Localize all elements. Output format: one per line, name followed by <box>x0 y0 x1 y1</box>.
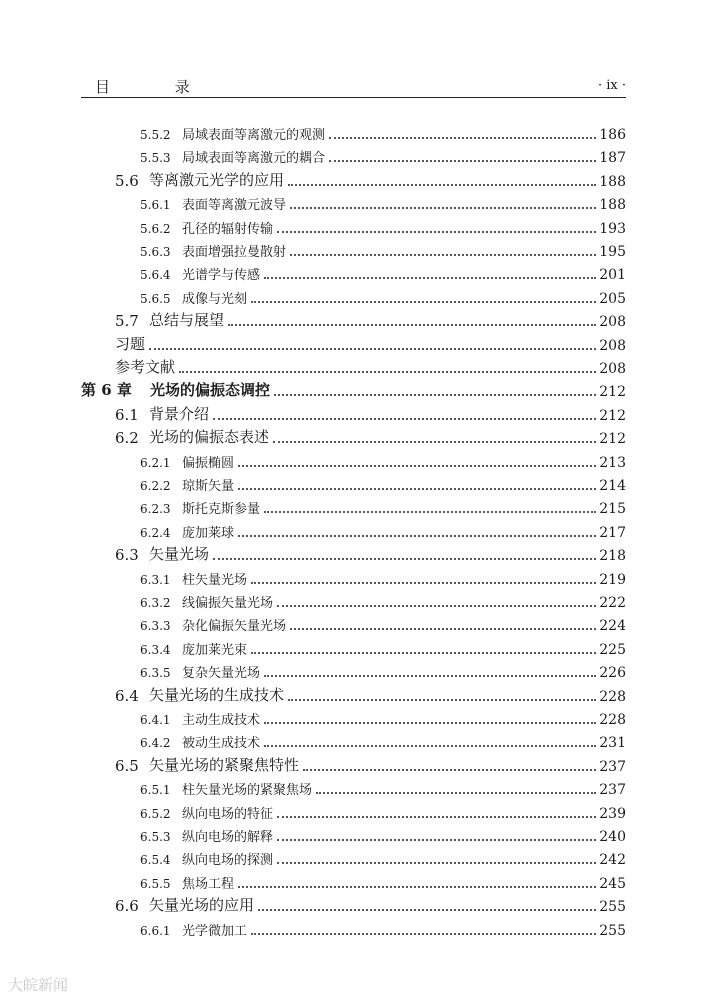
toc-leader-dots <box>277 862 596 864</box>
toc-entry-page: 255 <box>599 899 626 916</box>
toc-entry <box>0 754 707 777</box>
toc-entry-page: 239 <box>599 805 626 822</box>
toc-entry-number: 6.3 <box>115 546 139 565</box>
toc-entry-page: 225 <box>599 641 626 658</box>
toc-entry <box>0 122 707 145</box>
toc-entry-title: 局域表面等离激元的观测 <box>182 128 326 143</box>
toc-entry-title: 柱矢量光场 <box>182 572 248 588</box>
toc-leader-dots <box>238 886 596 888</box>
toc-entry-title: 焦场工程 <box>182 876 235 892</box>
toc-entry-number: 6.4.1 <box>140 713 171 727</box>
toc-leader-dots <box>273 441 596 443</box>
toc-leader-dots <box>264 745 596 747</box>
toc-leader-dots <box>274 394 596 396</box>
toc-entry-number: 6.6 <box>115 897 139 916</box>
toc-entry-title: 纵向电场的解释 <box>182 830 274 845</box>
toc-entry-title: 总结与展望 <box>149 311 225 330</box>
toc-leader-dots <box>258 909 596 911</box>
toc-entry-title: 杂化偏振矢量光场 <box>182 619 287 635</box>
toc-entry-page: 217 <box>599 524 626 541</box>
toc-entry-number: 6.5.5 <box>140 876 171 891</box>
toc-leader-dots <box>290 207 596 209</box>
toc-entry-title: 偏振椭圆 <box>182 455 235 471</box>
toc-entry <box>0 567 707 590</box>
toc-leader-dots <box>251 582 596 584</box>
toc-leader-dots <box>213 558 596 560</box>
toc-entry <box>0 145 707 168</box>
toc-entry <box>0 262 707 285</box>
toc-entry-page: 222 <box>599 595 626 611</box>
toc-entry-page: 237 <box>599 758 626 775</box>
toc-entry-page: 224 <box>599 618 626 635</box>
toc-entry-page: 212 <box>599 407 626 424</box>
header-title: 目 录 <box>95 78 220 96</box>
toc-entry-title: 表面等离激元波导 <box>182 198 287 214</box>
toc-entry-number: 6.2.4 <box>140 525 171 540</box>
toc-entry-page: 188 <box>599 197 626 214</box>
toc-entry-number: 5.6.4 <box>140 268 171 283</box>
toc-entry-title: 被动生成技术 <box>182 736 261 752</box>
toc-leader-dots <box>277 839 596 841</box>
toc-entry <box>0 333 707 356</box>
toc-entry <box>0 169 707 192</box>
toc-leader-dots <box>179 371 596 373</box>
toc-entry-page: 228 <box>599 712 626 728</box>
toc-entry-page: 201 <box>599 267 626 284</box>
toc-entry-page: 214 <box>599 478 626 494</box>
toc-entry-page: 231 <box>599 735 626 752</box>
toc-leader-dots <box>277 231 596 233</box>
toc-entry-number: 5.6.1 <box>140 198 171 213</box>
toc-entry-number: 5.6.3 <box>140 245 171 259</box>
toc-entry <box>0 918 707 941</box>
toc-entry-page: 242 <box>599 852 626 869</box>
toc-entry <box>0 801 707 824</box>
toc-leader-dots <box>251 301 596 303</box>
toc-leader-dots <box>251 652 596 654</box>
toc-leader-dots <box>251 933 596 935</box>
toc-leader-dots <box>277 816 596 818</box>
toc-entry-number: 6.1 <box>115 405 139 424</box>
toc-entry <box>0 847 707 870</box>
toc-entry <box>0 473 707 496</box>
toc-entry-page: 245 <box>599 875 626 892</box>
toc-entry-number: 5.5.3 <box>140 151 171 166</box>
toc-entry <box>0 216 707 239</box>
toc-entry <box>0 660 707 683</box>
toc-entry-page: 228 <box>599 688 626 705</box>
toc-leader-dots <box>238 465 596 467</box>
toc-entry-title: 等离激元光学的应用 <box>149 170 285 189</box>
toc-entry <box>0 543 707 566</box>
toc-entry <box>0 496 707 519</box>
toc-leader-dots <box>288 184 596 186</box>
toc-leader-dots <box>290 254 596 256</box>
toc-leader-dots <box>264 722 596 724</box>
toc-entry-title: 表面增强拉曼散射 <box>182 245 287 260</box>
page-header <box>81 76 626 98</box>
toc-entry <box>0 309 707 332</box>
toc-entry <box>0 707 707 730</box>
toc-entry-number: 6.3.4 <box>140 642 171 657</box>
toc-entry-number: 5.6.2 <box>140 221 171 236</box>
toc-leader-dots <box>213 418 596 420</box>
toc-entry-number: 6.4.2 <box>140 736 171 751</box>
header-page-number: · ix · <box>597 78 626 93</box>
toc-leader-dots <box>303 769 596 771</box>
toc-entry <box>0 777 707 800</box>
toc-leader-dots <box>329 137 596 139</box>
toc-entry-title: 琼斯矢量 <box>182 479 235 494</box>
toc-leader-dots <box>316 792 596 794</box>
toc-entry-title: 斯托克斯参量 <box>182 502 261 518</box>
toc-entry-page: 240 <box>599 829 626 845</box>
toc-entry-page: 205 <box>599 290 626 307</box>
toc-entry <box>0 637 707 660</box>
toc-entry-number: 6.2 <box>115 429 139 448</box>
toc-entry-number: 6.3.1 <box>140 572 171 587</box>
toc-entry-title: 光场的偏振态表述 <box>149 428 270 447</box>
toc-entry-number: 6.5.3 <box>140 830 171 844</box>
toc-entry-page: 212 <box>599 431 626 448</box>
toc-leader-dots <box>228 324 596 326</box>
toc-entry-page: 208 <box>599 337 626 354</box>
toc-entry <box>0 520 707 543</box>
toc-entry-number: 5.6 <box>115 171 139 190</box>
toc-entry-page: 195 <box>599 244 626 260</box>
toc-entry-page: 212 <box>599 384 626 401</box>
watermark: 大皖新闻 <box>8 976 69 994</box>
toc-entry-page: 218 <box>599 548 626 565</box>
toc-entry-number: 6.3.3 <box>140 619 171 634</box>
toc-leader-dots <box>264 511 596 513</box>
toc-entry <box>0 403 707 426</box>
toc-entry <box>0 613 707 636</box>
toc-entry <box>0 684 707 707</box>
toc-entry-page: 237 <box>599 782 626 799</box>
toc-entry <box>0 894 707 917</box>
toc-entry-number: 5.5.2 <box>140 128 171 142</box>
toc-entry-title: 参考文献 <box>115 358 176 376</box>
toc-entry-number: 6.3.5 <box>140 666 171 681</box>
toc-entry-title: 矢量光场的生成技术 <box>149 685 285 704</box>
toc-entry-number: 6.5.4 <box>140 853 171 868</box>
toc-leader-dots <box>238 535 596 537</box>
toc-entry-number: 6.2.3 <box>140 502 171 517</box>
toc-leader-dots <box>264 277 596 279</box>
toc-entry-page: 187 <box>599 150 626 167</box>
toc-entry-page: 215 <box>599 501 626 518</box>
toc-entry <box>0 730 707 753</box>
toc-entry <box>0 379 707 402</box>
toc-entry-title: 线偏振矢量光场 <box>182 596 274 611</box>
toc-entry-page: 213 <box>599 454 626 471</box>
toc-entry-number: 6.6.1 <box>140 923 171 938</box>
toc-entry-title: 庞加莱球 <box>182 525 235 541</box>
toc-entry-page: 193 <box>599 220 626 237</box>
header-rule <box>81 97 626 98</box>
toc-entry-page: 186 <box>599 127 626 143</box>
toc-entry-title: 光学微加工 <box>182 923 248 939</box>
toc-entry-title: 孔径的辐射传输 <box>182 221 274 237</box>
toc-entry-title: 成像与光刻 <box>182 291 248 307</box>
toc-entry-title: 局域表面等离激元的耦合 <box>182 151 326 167</box>
toc-entry <box>0 286 707 309</box>
toc-entry-number: 5.6.5 <box>140 291 171 306</box>
toc-entry <box>0 590 707 613</box>
toc-entry-title: 纵向电场的探测 <box>182 853 274 869</box>
toc-entry-title: 矢量光场 <box>149 545 210 564</box>
toc-entry-number: 6.5.1 <box>140 783 171 798</box>
toc-leader-dots <box>288 699 596 701</box>
toc-entry-page: 219 <box>599 571 626 588</box>
toc-entry <box>0 824 707 847</box>
toc-entry <box>0 356 707 379</box>
toc-entry-page: 188 <box>599 173 626 190</box>
toc-leader-dots <box>264 675 596 677</box>
toc-entry-number: 6.2.1 <box>140 455 171 470</box>
toc-entry-title: 柱矢量光场的紧聚焦场 <box>182 783 313 799</box>
toc-entry-title: 矢量光场的应用 <box>149 896 255 915</box>
toc-entry-number: 5.7 <box>115 312 139 331</box>
toc-entry-page: 226 <box>599 665 626 682</box>
toc-leader-dots <box>290 628 596 630</box>
toc-leader-dots <box>277 605 596 607</box>
toc-entry-number: 6.5.2 <box>140 806 171 821</box>
toc-entry-page: 255 <box>599 922 626 939</box>
toc-entry <box>0 871 707 894</box>
toc-entry-title: 纵向电场的特征 <box>182 806 274 822</box>
toc-entry <box>0 239 707 262</box>
toc-entry <box>0 192 707 215</box>
toc-entry-title: 光谱学与传感 <box>182 268 261 284</box>
toc-entry-number: 6.2.2 <box>140 479 171 493</box>
toc-entry-number: 6.4 <box>115 686 139 705</box>
toc-leader-dots <box>329 160 596 162</box>
toc-entry-page: 208 <box>599 361 626 377</box>
toc-entry-title: 矢量光场的紧聚焦特性 <box>149 755 300 774</box>
toc-leader-dots <box>149 348 596 350</box>
toc-entry-title: 庞加莱光束 <box>182 642 248 658</box>
toc-entry-title: 主动生成技术 <box>182 713 261 728</box>
toc-entry-title: 习题 <box>115 334 146 353</box>
toc-entry-title: 复杂矢量光场 <box>182 666 261 682</box>
toc-entry <box>0 450 707 473</box>
toc-entry-title: 光场的偏振态调控 <box>150 381 271 400</box>
toc-entry-page: 208 <box>599 314 626 331</box>
toc-leader-dots <box>238 488 596 490</box>
toc-entry-number: 第 6 章 <box>81 381 132 400</box>
toc-entry-number: 6.5 <box>115 756 139 775</box>
toc-entry-number: 6.3.2 <box>140 596 171 610</box>
toc-entry-title: 背景介绍 <box>149 404 210 423</box>
toc-entry <box>0 426 707 449</box>
